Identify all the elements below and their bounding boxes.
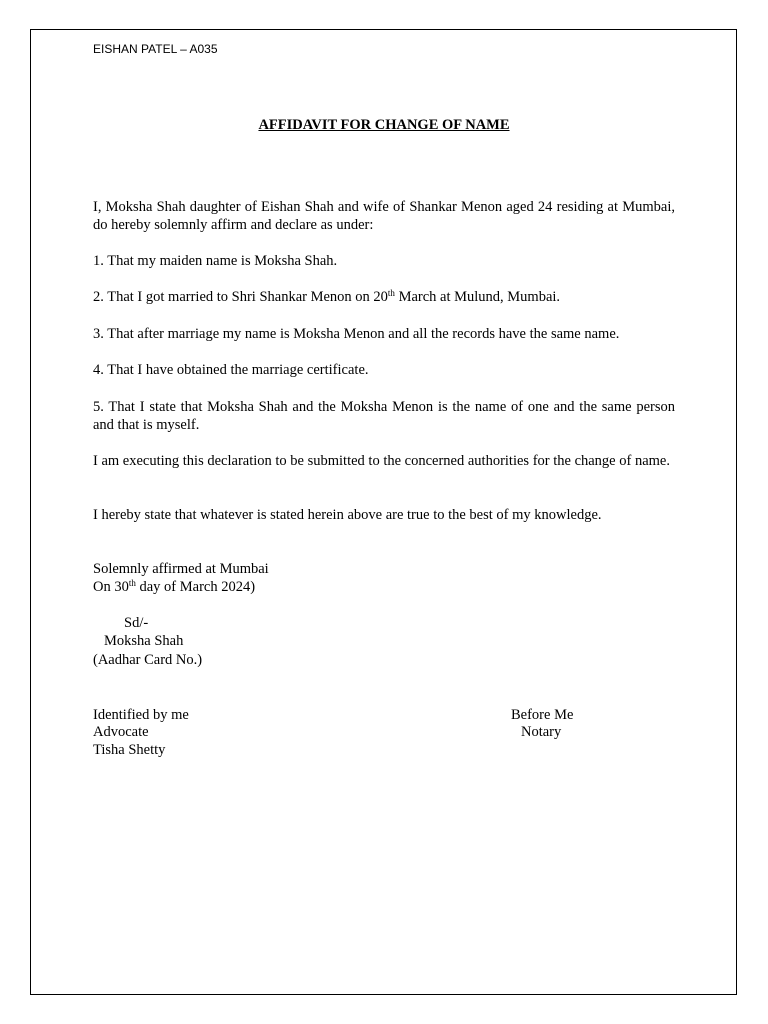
identified-by-label: Identified by me (93, 707, 189, 723)
signature-name: Moksha Shah (104, 633, 184, 649)
affirmation-date (93, 578, 255, 596)
signature-mark: Sd/- (124, 615, 149, 631)
signature-id: (Aadhar Card No.) (93, 652, 203, 668)
document-header: EISHAN PATEL – A035 (93, 42, 218, 56)
point-3: 3. That after marriage my name is Moksha Menon and all the records have the same name. (93, 326, 620, 342)
identified-role: Advocate (93, 724, 149, 740)
identified-name: Tisha Shetty (93, 742, 166, 758)
point-2 (93, 288, 560, 306)
intro-paragraph: I, Moksha Shah daughter of Eishan Shah and wife of Shankar Menon aged 24 residing at Mumbai, do hereby solemnly affirm and declare as under: (93, 199, 675, 233)
affirmation-place: Solemnly affirmed at Mumbai (93, 561, 269, 577)
statement-paragraph: I hereby state that whatever is stated herein above are true to the best of my knowledge. (93, 507, 602, 523)
affirmation-date-text: On 30 (93, 579, 129, 595)
point-2-text-end: March at Mulund, Mumbai. (394, 289, 561, 305)
point-1: 1. That my maiden name is Moksha Shah. (93, 253, 338, 269)
notary-label: Notary (521, 724, 562, 740)
point-5: 5. That I state that Moksha Shah and the Moksha Menon is the name of one and the same person and that is myself. (93, 399, 675, 433)
before-me-label: Before Me (511, 707, 574, 723)
point-4: 4. That I have obtained the marriage certificate. (93, 362, 369, 378)
declaration-paragraph: I am executing this declaration to be submitted to the concerned authorities for the change of name. (93, 453, 670, 469)
point-2-text: 2. That I got married to Shri Shankar Menon on 20 (93, 289, 388, 305)
affirmation-date-text-end: day of March 2024) (135, 579, 256, 595)
point-2-superscript: th (387, 288, 395, 298)
document-title: AFFIDAVIT FOR CHANGE OF NAME (258, 117, 510, 133)
affirmation-date-superscript: th (128, 578, 136, 588)
